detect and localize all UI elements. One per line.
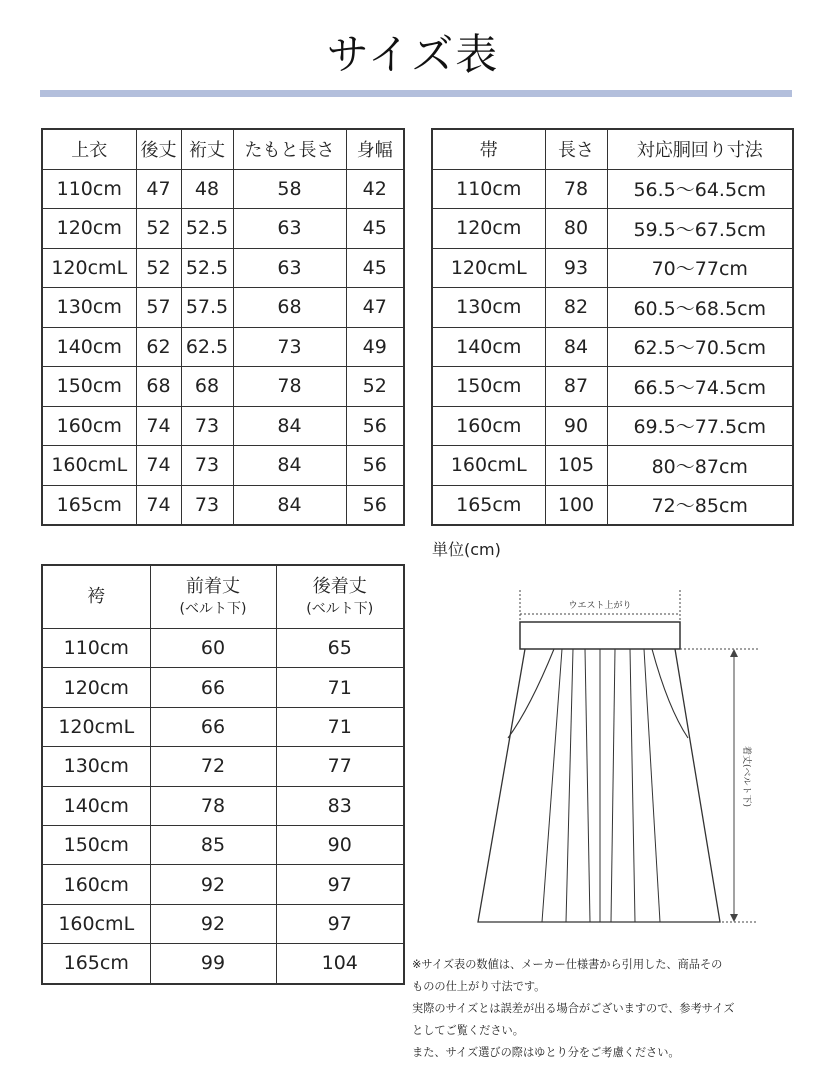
top-size-table (41, 128, 405, 526)
table-cell: 45 (346, 248, 404, 288)
table-cell: 45 (346, 209, 404, 249)
note-line: また、サイズ選びの際はゆとり分をご考慮ください。 (412, 1046, 680, 1059)
table-row (42, 629, 404, 668)
table-cell: 73 (181, 446, 233, 486)
page-title: サイズ表 (326, 30, 500, 79)
table-cell: 165cm (42, 485, 136, 525)
table-cell: 99 (150, 944, 276, 984)
table-row (42, 327, 404, 367)
length-label: 着丈(ベルト下) (741, 746, 751, 808)
table-cell: 72～85cm (607, 485, 793, 525)
header-cell: 長さ (545, 129, 607, 169)
table-cell: 120cm (42, 209, 136, 249)
table-cell: 110cm (432, 169, 545, 209)
table-row (42, 406, 404, 446)
table-cell: 57.5 (181, 288, 233, 328)
header-cell (42, 565, 150, 629)
table-cell: 66 (150, 707, 276, 746)
table-row (42, 747, 404, 786)
header-label: 後着丈 (312, 576, 367, 598)
header-cell: 帯 (432, 129, 545, 169)
table-cell: 73 (181, 406, 233, 446)
table-cell: 104 (276, 944, 404, 984)
title-underline (40, 90, 792, 97)
waistband (520, 622, 680, 649)
table-header-row (432, 129, 793, 169)
table-cell: 150cm (42, 367, 136, 407)
table-cell: 63 (233, 248, 346, 288)
table-cell: 97 (276, 865, 404, 904)
table-row (42, 825, 404, 864)
table-cell: 72 (150, 747, 276, 786)
table-row (42, 485, 404, 525)
table-cell: 62.5 (181, 327, 233, 367)
note-line: ものの仕上がり寸法です。 (412, 980, 546, 993)
table-cell: 110cm (42, 629, 150, 668)
table-cell: 130cm (42, 747, 150, 786)
table-row (432, 446, 793, 486)
table-cell: 71 (276, 668, 404, 707)
table-cell: 120cmL (42, 707, 150, 746)
table-cell: 73 (181, 485, 233, 525)
table-cell: 52 (136, 248, 181, 288)
table-cell: 62.5～70.5cm (607, 327, 793, 367)
table-row (42, 367, 404, 407)
table-cell: 78 (150, 786, 276, 825)
table-cell: 90 (276, 825, 404, 864)
table-cell: 165cm (42, 944, 150, 984)
table-cell: 49 (346, 327, 404, 367)
table-header-row (42, 565, 404, 629)
header-label: 袴 (87, 585, 106, 607)
hakama-outline (478, 649, 720, 922)
table-cell: 66 (150, 668, 276, 707)
table-cell: 87 (545, 367, 607, 407)
table-row (42, 446, 404, 486)
table-cell: 70～77cm (607, 248, 793, 288)
table-cell: 140cm (42, 786, 150, 825)
table-row (42, 786, 404, 825)
table-cell: 140cm (42, 327, 136, 367)
table-cell: 160cm (42, 406, 136, 446)
header-cell: 上衣 (42, 129, 136, 169)
header-cell: 裄丈 (181, 129, 233, 169)
table-row (432, 209, 793, 249)
table-cell: 140cm (432, 327, 545, 367)
table-cell: 74 (136, 485, 181, 525)
table-row (42, 248, 404, 288)
header-cell: 身幅 (346, 129, 404, 169)
table-row (42, 668, 404, 707)
table-cell: 60 (150, 629, 276, 668)
table-cell: 69.5～77.5cm (607, 406, 793, 446)
table-cell: 47 (136, 169, 181, 209)
unit-label: 単位(cm) (432, 540, 501, 559)
table-cell: 160cm (42, 865, 150, 904)
hakama-diagram (470, 578, 770, 940)
table-cell: 92 (150, 865, 276, 904)
table-cell: 110cm (42, 169, 136, 209)
table-cell: 56 (346, 485, 404, 525)
table-row (432, 406, 793, 446)
table-cell: 77 (276, 747, 404, 786)
note-line: 実際のサイズとは誤差が出る場合がございますので、参考サイズ (412, 1002, 735, 1015)
table-row (42, 904, 404, 943)
table-cell: 68 (181, 367, 233, 407)
table-row (42, 865, 404, 904)
table-cell: 68 (136, 367, 181, 407)
header-cell: 後丈 (136, 129, 181, 169)
table-cell: 71 (276, 707, 404, 746)
table-cell: 83 (276, 786, 404, 825)
table-cell: 160cmL (432, 446, 545, 486)
table-row (42, 288, 404, 328)
header-subnote: (ベルト下) (306, 600, 374, 617)
table-cell: 120cmL (432, 248, 545, 288)
table-cell: 56 (346, 406, 404, 446)
header-cell: たもと長さ (233, 129, 346, 169)
table-cell: 42 (346, 169, 404, 209)
table-cell: 47 (346, 288, 404, 328)
table-cell: 90 (545, 406, 607, 446)
table-cell: 100 (545, 485, 607, 525)
table-cell: 130cm (432, 288, 545, 328)
table-cell: 65 (276, 629, 404, 668)
table-cell: 130cm (42, 288, 136, 328)
table-cell: 160cmL (42, 446, 136, 486)
table-row (432, 169, 793, 209)
table-row (432, 327, 793, 367)
table-cell: 57 (136, 288, 181, 328)
table-cell: 52.5 (181, 248, 233, 288)
header-cell (276, 565, 404, 629)
table-cell: 120cm (432, 209, 545, 249)
table-cell: 120cm (42, 668, 150, 707)
table-cell: 84 (233, 485, 346, 525)
table-cell: 84 (545, 327, 607, 367)
table-cell: 97 (276, 904, 404, 943)
notes (412, 954, 820, 1064)
table-cell: 73 (233, 327, 346, 367)
table-cell: 84 (233, 446, 346, 486)
table-cell: 48 (181, 169, 233, 209)
table-row (432, 485, 793, 525)
table-cell: 52 (136, 209, 181, 249)
side-slit-left (508, 649, 554, 738)
table-cell: 80 (545, 209, 607, 249)
note-line: としてご覧ください。 (412, 1024, 524, 1037)
table-row (42, 944, 404, 984)
table-cell: 59.5～67.5cm (607, 209, 793, 249)
table-cell: 74 (136, 406, 181, 446)
table-cell: 93 (545, 248, 607, 288)
table-cell: 62 (136, 327, 181, 367)
table-cell: 78 (233, 367, 346, 407)
table-cell: 165cm (432, 485, 545, 525)
table-cell: 80～87cm (607, 446, 793, 486)
table-cell: 160cm (432, 406, 545, 446)
table-cell: 63 (233, 209, 346, 249)
table-row (42, 209, 404, 249)
obi-size-table (431, 128, 794, 526)
table-row (42, 707, 404, 746)
table-cell: 60.5～68.5cm (607, 288, 793, 328)
table-cell: 150cm (432, 367, 545, 407)
table-cell: 105 (545, 446, 607, 486)
waist-label: ウエスト上がり (568, 601, 632, 611)
table-cell: 160cmL (42, 904, 150, 943)
table-row (432, 288, 793, 328)
header-subnote: (ベルト下) (179, 600, 247, 617)
header-cell: 対応胴回り寸法 (607, 129, 793, 169)
table-cell: 52.5 (181, 209, 233, 249)
table-cell: 85 (150, 825, 276, 864)
table-cell: 66.5～74.5cm (607, 367, 793, 407)
table-cell: 58 (233, 169, 346, 209)
hakama-size-table (41, 564, 405, 985)
table-cell: 78 (545, 169, 607, 209)
table-cell: 120cmL (42, 248, 136, 288)
table-cell: 84 (233, 406, 346, 446)
table-cell: 74 (136, 446, 181, 486)
table-cell: 68 (233, 288, 346, 328)
table-row (432, 367, 793, 407)
table-row (432, 248, 793, 288)
header-label: 前着丈 (186, 576, 240, 598)
note-line: ※サイズ表の数値は、メーカー仕様書から引用した、商品その (412, 958, 723, 971)
table-row (42, 169, 404, 209)
table-cell: 52 (346, 367, 404, 407)
table-cell: 56.5～64.5cm (607, 169, 793, 209)
table-cell: 82 (545, 288, 607, 328)
table-header-row (42, 129, 404, 169)
header-cell (150, 565, 276, 629)
pleat-lines (542, 649, 660, 922)
table-cell: 56 (346, 446, 404, 486)
table-cell: 92 (150, 904, 276, 943)
table-cell: 150cm (42, 825, 150, 864)
